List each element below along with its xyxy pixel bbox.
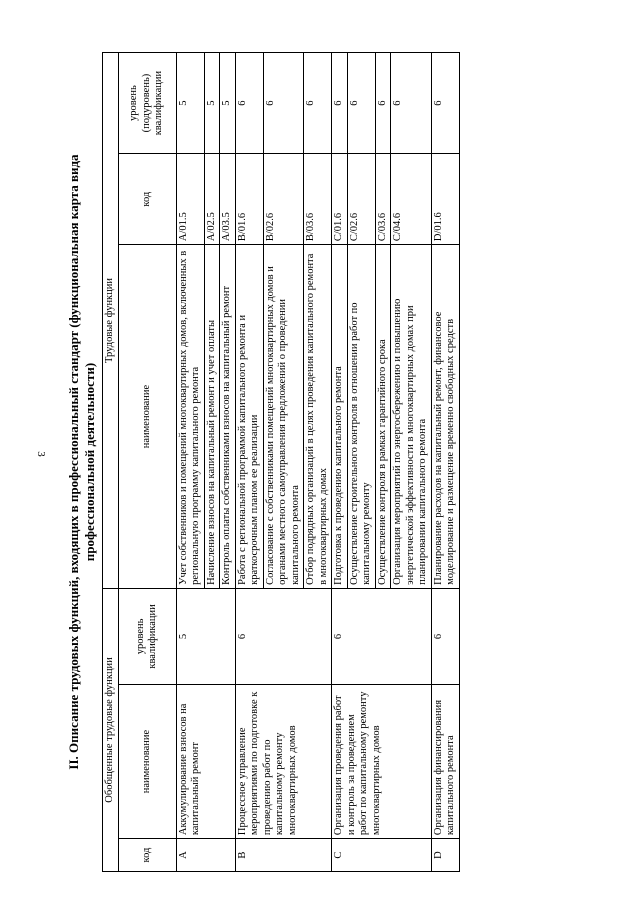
table-row (235, 53, 263, 872)
level-header: уровень квалификации (118, 588, 176, 684)
name-header: наименование (118, 684, 176, 838)
generalized-functions-header: Обобщенные трудовые функции (103, 588, 119, 871)
function-name-cell: Отбор подрядных организаций в целях проведения капитального ремонта в многоквартирных домах (304, 245, 332, 589)
function-code-cell: B/03.6 (304, 154, 332, 245)
function-level-cell: 6 (431, 53, 459, 154)
function-name-cell: Подготовка к проведению капитального ремонта (332, 245, 348, 589)
function-name-cell: Планирование расходов на капитальный ремонт, финансовое моделирование и размещение временно свободных средств (431, 245, 459, 589)
function-name-cell: Учет собственников и помещений многоквартирных домов, включенных в региональную программу капитального ремонта (176, 245, 204, 589)
function-level-cell: 6 (391, 53, 432, 154)
group-level-cell: 6 (431, 588, 459, 684)
function-level-cell: 6 (263, 53, 304, 154)
function-level-cell: 5 (204, 53, 220, 154)
group-level-cell: 6 (332, 588, 432, 684)
function-code-cell: B/01.6 (235, 154, 263, 245)
group-code-cell: C (332, 839, 432, 872)
heading-line-2: профессиональной деятельности) (82, 362, 97, 562)
function-name-cell: Организация мероприятий по энергосбережению и повышению энергетической эффективности в многоквартирных домах при планировании капитального ремонта (391, 245, 432, 589)
function-code-cell: D/01.6 (431, 154, 459, 245)
code-header: код (118, 839, 176, 872)
function-name-cell: Контроль оплаты собственниками взносов на капитальный ремонт (220, 245, 236, 589)
labor-level-header: уровень (подуровень) квалификации (118, 53, 176, 154)
function-code-cell: C/04.6 (391, 154, 432, 245)
function-code-cell: A/02.5 (204, 154, 220, 245)
group-code-cell: A (176, 839, 235, 872)
group-level-cell: 5 (176, 588, 235, 684)
labor-functions-header: Трудовые функции (103, 53, 119, 589)
function-code-cell: A/03.5 (220, 154, 236, 245)
group-name-cell: Организация проведения работ и контроль за проведением работ по капитальному ремонту многоквартирных домов (332, 684, 432, 838)
rotated-page-content (66, 52, 626, 872)
function-code-cell: A/01.5 (176, 154, 204, 245)
function-level-cell: 5 (220, 53, 236, 154)
function-code-cell: C/01.6 (332, 154, 348, 245)
function-level-cell: 6 (347, 53, 375, 154)
group-name-cell: Аккумулирование взносов на капитальный ремонт (176, 684, 235, 838)
function-name-cell: Работа с региональной программой капитального ремонта и краткосрочным планом ее реализации (235, 245, 263, 589)
group-name-cell: Организация финансирования капитального ремонта (431, 684, 459, 838)
group-code-cell: B (235, 839, 332, 872)
function-code-cell: C/03.6 (375, 154, 391, 245)
group-name-cell: Процессное управление мероприятиями по подготовке к проведению работ по капитальному ремонту многоквартирных домов (235, 684, 332, 838)
table-row (176, 53, 204, 872)
labor-code-header: код (118, 154, 176, 245)
function-level-cell: 6 (235, 53, 263, 154)
functional-map-table (102, 52, 460, 872)
function-name-cell: Начисление взносов на капитальный ремонт и учет оплаты (204, 245, 220, 589)
function-name-cell: Осуществление контроля в рамках гарантийного срока (375, 245, 391, 589)
table-row (431, 53, 459, 872)
table-body (176, 53, 459, 872)
function-level-cell: 6 (375, 53, 391, 154)
group-code-cell: D (431, 839, 459, 872)
page-number: 3 (34, 451, 47, 457)
function-name-cell: Согласование с собственниками помещений многоквартирных домов и органами местного самоуправления предложений о проведении капитального ремонта (263, 245, 304, 589)
function-level-cell: 6 (304, 53, 332, 154)
table-row (332, 53, 348, 872)
group-level-cell: 6 (235, 588, 332, 684)
function-code-cell: B/02.6 (263, 154, 304, 245)
section-heading (66, 52, 102, 872)
labor-name-header: наименование (118, 245, 176, 589)
function-code-cell: C/02.6 (347, 154, 375, 245)
function-name-cell: Осуществление строительного контроля в отношении работ по капитальному ремонту (347, 245, 375, 589)
function-level-cell: 5 (176, 53, 204, 154)
function-level-cell: 6 (332, 53, 348, 154)
heading-line-1: II. Описание трудовых функций, входящих в профессиональный стандарт (функциональная карта вида (66, 154, 81, 770)
